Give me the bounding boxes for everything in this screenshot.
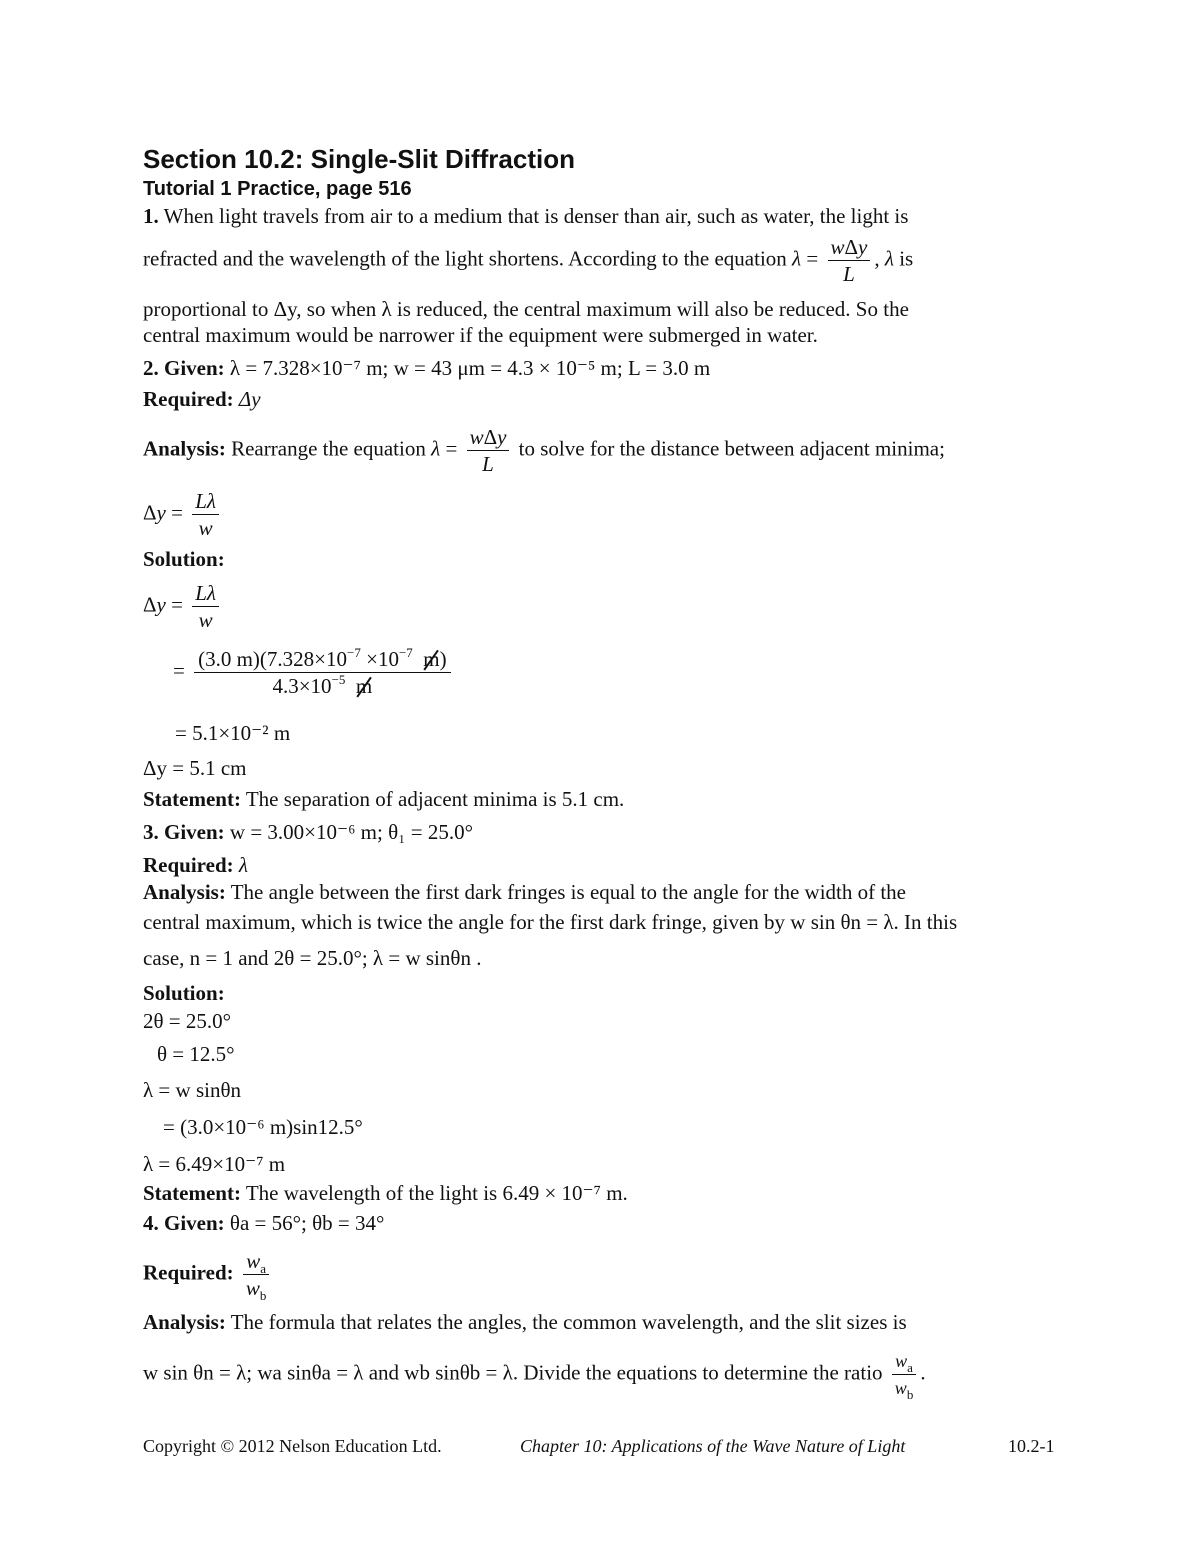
wa-over-wb-fraction: $\frac{w_a}{w_b}$ [243,1250,270,1299]
q1-line2-pre: refracted and the wavelength of the light shortens. According to the equation [143,246,787,271]
q2-statement-text: The separation of adjacent minima is 5.1 cm. [245,787,625,811]
q1-line3: proportional to Δy, so when λ is reduced, the central maximum will also be reduced. So the [143,297,909,321]
q2-required-label: Required: [143,387,234,411]
substitution-fraction: $\frac{(3.0 m)(7.328\times 10^{-7} \times 10^{-7} m)}{4.3\times 10^{-5} m}$ [194,648,451,697]
q3-required [143,852,248,878]
q3-sol1: 2θ = 25.0° [143,1009,232,1033]
q3-solution-label [143,980,225,1006]
q3-given-text: w = 3.00×10⁻⁶ m; θ₁ = 25.0° [229,820,473,844]
footer-page-number: 10.2-1 [1008,1436,1055,1456]
q3-sol4: = (3.0×10⁻⁶ m)sin12.5° [163,1115,363,1139]
q3-analysis-line2: central maximum, which is twice the angle for the first dark fringe, given by w sin θn = λ. In this [143,910,958,934]
q3-statement [143,1180,628,1206]
q2-statement [143,786,624,812]
q3-given [143,819,473,845]
q2-rearranged: Δy = $\frac{L\lambda}{w}$ [143,490,223,539]
q2-required [143,386,261,412]
q2-analysis-label: Analysis: [143,436,226,461]
q3-sol5: λ = 6.49×10⁻⁷ m [143,1152,286,1176]
q4-analysis-line2-text: w sin θn = λ; wa sinθa = λ and wb sinθb = λ. Divide the equations to determine the ratio [143,1360,883,1385]
q2-required-text: Δy [238,387,261,411]
q3-required-text: λ [238,853,248,877]
equation-fraction: $\frac{\text{wΔy}}{L}$ [828,236,871,285]
q2-statement-label: Statement: [143,787,241,811]
q3-required-label: Required: [143,853,234,877]
q3-analysis-label: Analysis: [143,880,226,904]
q4-required-label: Required: [143,1260,234,1285]
q1-line1 [143,203,908,229]
q4-given-text: θa = 56°; θb = 34° [229,1211,385,1235]
q4-analysis-line2: w sin θn = λ; wa sinθa = λ and wb sinθb = λ. Divide the equations to determine the ratio $\frac{w_a}{w_b}$ . [143,1351,926,1402]
q4-analysis-line1-text: The formula that relates the angles, the common wavelength, and the slit sizes is [230,1310,907,1334]
q2-solution-step2: = $\frac{(3.0 m)(7.328\times 10^{-7} \times 10^{-7} m)}{4.3\times 10^{-5} m}$ [173,648,455,697]
analysis-fraction: $\frac{\text{wΔy}}{L}$ [467,426,510,475]
q2-given [143,355,710,381]
q2-analysis-post: to solve for the distance between adjacent minima; [518,436,945,461]
tutorial-title: Tutorial 1 Practice, page 516 [143,178,412,200]
q3-analysis-line1-text: The angle between the first dark fringes is equal to the angle for the width of the [230,880,907,904]
q4-given [143,1210,384,1236]
solution-fraction: $\frac{L\lambda}{w}$ [192,582,219,631]
q2-analysis-pre: Rearrange the equation [231,436,426,461]
q3-statement-label: Statement: [143,1181,241,1205]
q4-given-label: 4. Given: [143,1211,225,1235]
q2-analysis: Analysis: Rearrange the equation λ = $\frac{\text{wΔy}}{L}$ to solve for the distance between adjacent minima; [143,425,945,476]
q2-result1: = 5.1×10⁻² m [175,721,291,745]
q3-statement-text: The wavelength of the light is 6.49 × 10⁻⁷ m. [245,1181,628,1205]
footer-chapter: Chapter 10: Applications of the Wave Nature of Light [520,1436,906,1456]
q3-analysis-line3: case, n = 1 and 2θ = 25.0°; λ = w sinθn . [143,946,482,970]
q1-number: 1. [143,204,159,228]
q3-given-label: 3. Given: [143,820,225,844]
q2-solution-label-text: Solution: [143,547,225,571]
ly-over-w-fraction: $\frac{L\lambda}{w}$ [192,490,219,539]
q2-given-label: 2. Given: [143,356,225,380]
q1-line1-text: When light travels from air to a medium that is denser than air, such as water, the light is [163,204,909,228]
q4-analysis-label: Analysis: [143,1310,226,1334]
q2-result2: Δy = 5.1 cm [143,756,247,780]
q4-required [143,1249,273,1303]
q3-solution-label-text: Solution: [143,981,225,1005]
q4-analysis-line1 [143,1309,907,1335]
q1-line2: refracted and the wavelength of the light shortens. According to the equation λ = $\frac{\text{wΔy}}{L}$ , λ is [143,235,914,286]
q2-solution-step1: Δy = $\frac{L\lambda}{w}$ [143,582,223,631]
q1-line2-post: is [899,246,914,271]
q2-given-text: λ = 7.328×10⁻⁷ m; w = 43 μm = 4.3 × 10⁻⁵ m; L = 3.0 m [229,356,711,380]
section-title: Section 10.2: Single-Slit Diffraction [143,144,575,174]
q1-line4: central maximum would be narrower if the equipment were submerged in water. [143,323,818,347]
footer-copyright: Copyright © 2012 Nelson Education Ltd. [143,1436,442,1456]
q3-sol3: λ = w sinθn [143,1078,242,1102]
q3-sol2: θ = 12.5° [157,1042,235,1066]
q3-analysis-line1 [143,879,906,905]
q2-solution-label [143,546,225,572]
ratio-fraction: $\frac{w_a}{w_b}$ [892,1350,917,1399]
